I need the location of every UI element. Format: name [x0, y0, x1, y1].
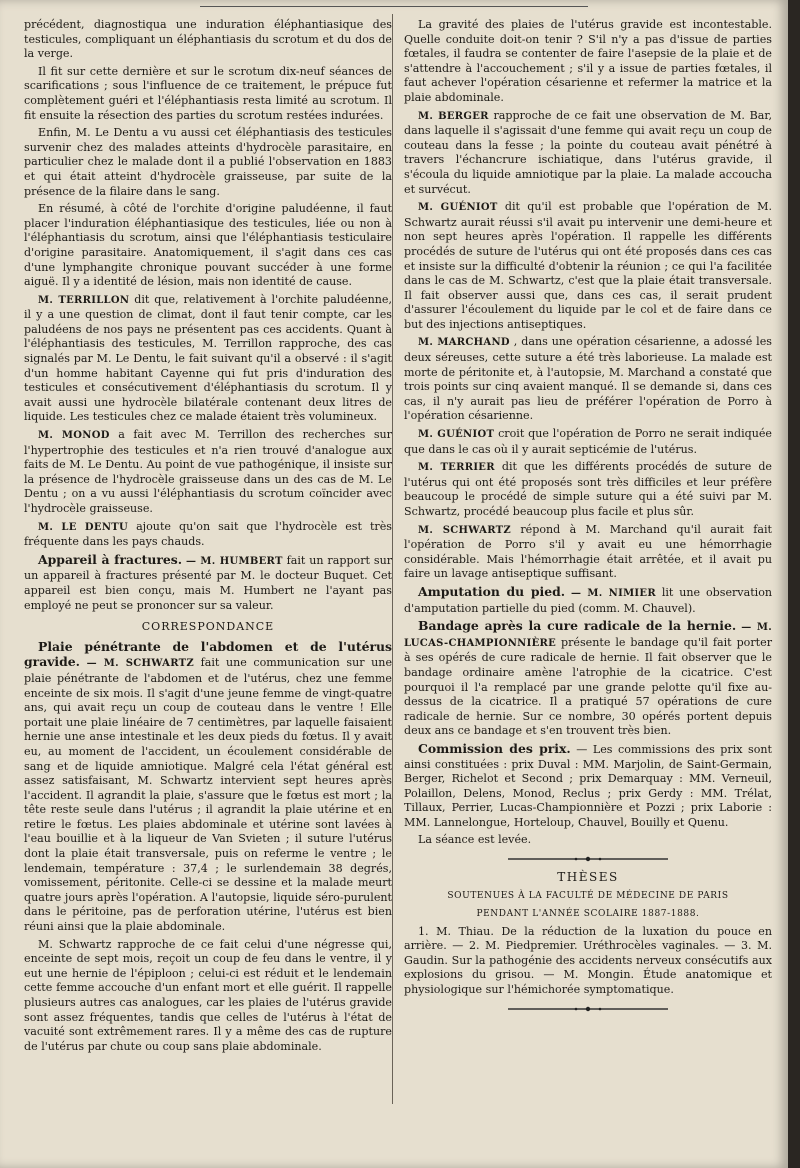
paragraph	[404, 523, 772, 582]
speaker-name: M. BERGER	[418, 110, 489, 122]
paragraph	[24, 520, 392, 550]
speaker-name: M. SCHWARTZ	[418, 524, 511, 536]
paragraph-text: présente le bandage qu'il fait porter à ses opérés de cure radicale de hernie. Il fait observer que le bandage ordinaire amène l'atrophie de la cicatrice. C'est pourquoi il l'a remplacé par une grande pelotte qu'il fixe au-dessus de la cicatrice. Il a pratiqué 57 opérations de cure radicale de hernie. Sur ce nombre, 30 opérés portent depuis deux ans ce bandage et s'en trouvent très bien.	[404, 635, 772, 738]
paragraph-text: Il fit sur cette dernière et sur le scrotum dix-neuf séances de scarifications ; sous l'influence de ce traitement, le prépuce fut complètement guéri et l'éléphantiasis resta limité au scrotum. Il fit ensuite la résection des parties du scrotum restées indurées.	[24, 64, 392, 122]
right-column	[404, 18, 772, 1020]
paragraph-text: rapproche de ce fait une observation de M. Bar, dans laquelle il s'agissait d'une femme qui avait reçu un coup de couteau dans la fesse ; la pointe du couteau avait pénétré à travers l'échancrure ischiatique, dans l'utérus gravide, il s'écoula du liquide amniotique par la plaie. La malade accoucha et survécut.	[404, 108, 773, 196]
paragraph	[404, 742, 772, 831]
paragraph-text: fait une communication sur une plaie pénétrante de l'abdomen et de l'utérus, chez une femme enceinte de six mois. Il s'agit d'une jeune femme de vingt-quatre ans, qui avait reçu un coup de couteau dans le ventre ! Elle portait une plaie linéaire de 7 centimètres, par laquelle faisaient hernie une anse intestinale et les deux pieds du fœtus. Il y avait eu, au moment de l'accident, un écoulement considérable de sang et de liquide amniotique. Malgré cela l'état général est assez satisfaisant, M. Schwartz intervient sept heures après l'accident. Il agrandit la plaie, s'assure que le fœtus est mort ; la tête reste seule dans l'utérus ; il agrandit la plaie utérine et en retire le fœtus. Les plaies abdominale et utérine sont lavées à l'eau bouillie et à la liqueur de Van Svieten ; il suture l'utérus dont la plaie était transversale, puis on referme le ventre ; le lendemain, température : 37,4 ; le surlendemain 38 degrés, vomissement, péritonite. Celle-ci se dessine et la malade meurt quatre jours après l'opération. A l'autopsie, liquide séro-purulent dans le péritoine, pas de perforation utérine, l'utérus est bien réuni ainsi que la plaie abdominale.	[24, 656, 393, 934]
paragraph	[404, 335, 772, 424]
left-column	[24, 18, 392, 1057]
paragraph-text: — Les commissions des prix sont ainsi constituées : prix Duval : MM. Marjolin, de Saint-Germain, Berger, Richelot et Second ; prix Demarquay : MM. Verneuil, Polaillon, Delens, Monod, Reclus ; prix Gerdy : MM. Trélat, Tillaux, Perrier, Lucas-Championnière et Pozzi ; prix Laborie : MM. Lannelongue, Horteloup, Chauvel, Bouilly et Quenu.	[404, 742, 772, 829]
paragraph-text: précédent, diagnostiqua une induration éléphantiasique des testicules, compliquant un éléphantiasis du scrotum et du dos de la verge.	[24, 18, 392, 61]
paragraph	[24, 428, 392, 517]
paragraph	[24, 126, 392, 199]
theses-list: 1. M. Thiau. De la réduction de la luxation du pouce en arrière. — 2. M. Piedpremier. Uréthrocèles vaginales. — 3. M. Gaudin. Sur la pathogénie des accidents nerveux consécutifs aux explosions du grisou. — M. Mongin. Étude anatomique et physiologique sur l'hémichorée symptomatique.	[404, 924, 772, 997]
ornament-divider-top	[508, 856, 668, 862]
paragraph	[404, 833, 772, 848]
paragraph	[404, 18, 772, 106]
speaker-name: M. TERRIER	[418, 462, 495, 474]
paragraph-heading: Bandage après la cure radicale de la hernie.	[418, 618, 737, 634]
paragraph-text: dit qu'il est probable que l'opération de M. Schwartz aurait réussi s'il avait pu intervenir une demi-heure et non sept heures après l'opération. Il rappelle les différents procédés de suture de l'utérus qui ont été proposés dans ces cas et insiste sur la difficulté d'obtenir la réunion ; ce qui l'a facilitée dans le cas de M. Schwartz, c'est que la plaie était transversale. Il fait observer aussi que, dans ces cas, il serait prudent d'assurer l'écoulement du liquide par le col et de faire dans ce but des injections antiseptiques.	[404, 200, 772, 331]
paragraph	[404, 109, 772, 198]
paragraph	[404, 585, 772, 616]
section-heading: CORRESPONDANCE	[141, 620, 275, 634]
paragraph-text: La gravité des plaies de l'utérus gravide est incontestable. Quelle conduite doit-on tenir ? S'il n'y a pas d'issue de parties fœtales, il faudra se contenter de faire l'asepsie de la plaie et de s'attendre à l'accouchement ; s'il y a issue de parties fœtales, il faut achever l'opération césarienne et refermer la matrice et la plaie abdominale.	[404, 18, 772, 104]
paragraph-text: , dans une opération césarienne, a adossé les deux séreuses, cette suture a été très laborieuse. La malade est morte de péritonite et, à l'autopsie, M. Marchand a constaté que trois points sur cinq avaient manqué. Il se demande si, dans ces cas, il n'y aurait pas lieu de préférer l'opération de Porro à l'opération césarienne.	[404, 335, 772, 423]
theses-title: THÈSES	[557, 870, 619, 885]
speaker-name: M. GUÉNIOT	[418, 429, 495, 441]
speaker-name: M. GUÉNIOT	[418, 202, 498, 214]
column-divider	[392, 14, 393, 1104]
paragraph-text: dit que les différents procédés de suture de l'utérus qui ont été proposés sont très difficiles et leur préfère beaucoup le procédé de simple suture qui a été suivi par M. Schwartz, procédé beaucoup plus facile et plus sûr.	[404, 460, 772, 518]
paragraph-text: dit que, relativement à l'orchite paludéenne, il y a une question de climat, dont il faut tenir compte, car les paludéens de nos pays ne présentent pas ces accidents. Quant à l'éléphantiasis des testicules, M. Terrillon rapproche, des cas signalés par M. Le Dentu, le fait suivant qu'il a observé : il s'agit d'un homme habitant Cayenne qui fut pris d'induration des testicules et consécutivement d'éléphantiasis du scrotum. Il y avait aussi une hydrocèle bilatérale contenant deux litres de liquide. Les testicules chez ce malade étaient très volumineux.	[24, 292, 392, 424]
paragraph-heading: Commission des prix.	[418, 740, 571, 756]
paragraph-text: Enfin, M. Le Dentu a vu aussi cet éléphantiasis des testicules survenir chez des malades atteints d'hydrocèle parasitaire, en particulier chez le malade dont il a publié l'observation en 1883 et qui était atteint d'hydrocèle graisseuse, par suite de la présence de la filaire dans le sang.	[24, 126, 392, 198]
speaker-name: M. MONOD	[38, 430, 110, 442]
paragraph	[404, 619, 772, 739]
paragraph	[24, 202, 392, 290]
paragraph-text: M. Schwartz rapproche de ce fait celui d'une négresse qui, enceinte de sept mois, reçoit un coup de feu dans le ventre, il y eut une hernie de l'épiploon ; celui-ci est réduit et le lendemain cette femme accouche d'un enfant mort et elle guérit. Il rappelle plusieurs autres cas analogues, car les plaies de l'utérus gravide sont assez fréquentes, tandis que celles de l'utérus à l'état de vacuité sont extrêmement rares. Il y a même des cas de rupture de l'utérus par chute ou coup sans plaie abdominale.	[24, 937, 392, 1053]
paragraph-text: ajoute qu'on sait que l'hydrocèle est très fréquente dans les pays chauds.	[24, 519, 392, 549]
paragraph-heading: Appareil à fractures.	[38, 551, 183, 567]
paragraph-text: En résumé, à côté de l'orchite d'origine paludéenne, il faut placer l'induration éléphantiasique des testicules, liée ou non à l'éléphantiasis du scrotum, ainsi que l'éléphantiasis testiculaire d'origine parasitaire. Anatomiquement, il s'agit dans ces cas d'une lymphangite chronique pouvant succéder à une forme aiguë. Il y a identité de lésion, mais non identité de cause.	[24, 202, 392, 289]
paragraph	[24, 553, 392, 613]
paragraph	[24, 938, 392, 1055]
top-rule	[200, 6, 588, 7]
paragraph-text: lit une observation d'amputation partielle du pied (comm. M. Chauvel).	[404, 585, 773, 615]
paragraph	[24, 640, 392, 935]
speaker-name: — M. HUMBERT	[185, 555, 283, 567]
paragraph-text: fait un rapport sur un appareil à fractures présenté par M. le docteur Buquet. Cet appareil est bien conçu, mais M. Humbert ne l'ayant pas employé ne peut se prononcer sur sa valeur.	[24, 553, 393, 612]
paragraph	[24, 293, 392, 425]
paragraph	[24, 65, 392, 123]
speaker-name: — M. SCHWARTZ	[86, 658, 195, 670]
paragraph-text: répond à M. Marchand qu'il aurait fait l'opération de Porro s'il y avait eu une hémorrhagie considérable. Mais l'hémorrhagie était arrêtée, et il avait pu faire un lavage antiseptique suffisant.	[404, 522, 773, 581]
speaker-name: M. MARCHAND	[418, 337, 510, 349]
paragraph-text: La séance est levée.	[418, 833, 532, 847]
theses-subtitle-1: SOUTENUES À LA FACULTÉ DE MÉDECINE DE PARIS	[447, 890, 729, 901]
paragraph	[404, 427, 772, 457]
paragraph	[404, 200, 772, 332]
speaker-name: M. LE DENTU	[38, 521, 129, 533]
speaker-name: M. TERRILLON	[38, 294, 130, 306]
right-column-body	[404, 18, 772, 848]
speaker-name: — M. LUCAS-CHAMPIONNIÈRE	[404, 622, 772, 649]
paragraph-text: a fait avec M. Terrillon des recherches sur l'hypertrophie des testicules et n'a rien trouvé d'analogue aux faits de M. Le Dentu. Au point de vue pathogénique, il insiste sur la présence de l'hydrocèle graisseuse dans un des cas de M. Le Dentu ; on a vu aussi l'éléphantiasis du scrotum coïncider avec l'hydrocèle graisseuse.	[24, 428, 392, 515]
ornament-divider-bottom	[508, 1006, 668, 1012]
paragraph-text: croit que l'opération de Porro ne serait indiquée que dans le cas où il y aurait septicémie de l'utérus.	[404, 427, 772, 456]
speaker-name: — M. NIMIER	[570, 587, 656, 599]
paragraph	[24, 18, 392, 62]
theses-subtitle-2: PENDANT L'ANNÉE SCOLAIRE 1887-1888.	[476, 908, 700, 919]
paragraph-heading: Amputation du pied.	[418, 583, 566, 599]
paragraph-heading: Plaie pénétrante de l'abdomen et de l'utérus gravide.	[24, 638, 392, 670]
paragraph	[404, 460, 772, 519]
